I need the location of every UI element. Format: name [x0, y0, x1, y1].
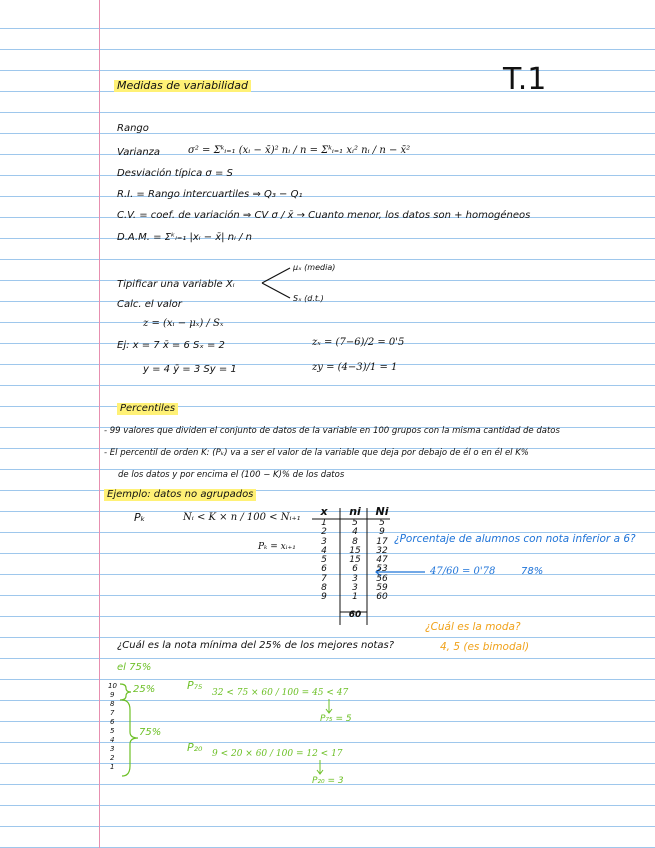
axis-label: 8: [110, 700, 115, 708]
p75-calc: 32 < 75 × 60 / 100 = 45 < 47: [212, 688, 349, 698]
table-cell: 7: [321, 573, 327, 584]
percentil-def-2: - El percentil de orden K: (Pₖ) va a ser el valor de la variable que deja por debajo de él o en él el K%: [104, 448, 529, 458]
tipificar-text: Tipificar una variable Xᵢ: [117, 279, 235, 290]
calc-text: Calc. el valor: [117, 299, 182, 310]
table-cell: 15: [349, 545, 361, 556]
table-cell: 8: [321, 583, 327, 594]
column-Ni-header: Ni: [375, 505, 389, 518]
pk-result: Pₖ = xᵢ₊₁: [258, 542, 296, 552]
el-75-label: el 75%: [117, 662, 152, 673]
axis-label: 5: [110, 727, 115, 735]
table-cell: 6: [352, 564, 358, 575]
table-cell: 1: [321, 518, 327, 528]
rango-label: Rango: [117, 123, 149, 134]
table-cell: 60: [376, 592, 388, 603]
column-x: [312, 505, 336, 603]
page-tag: T.1: [503, 62, 547, 97]
table-cell: 15: [349, 555, 361, 566]
axis-label: 1: [110, 763, 115, 771]
table-cell: 6: [321, 564, 327, 575]
mu-label: μₓ (media): [293, 263, 336, 272]
p20-label: P₂₀: [187, 741, 203, 754]
column-x-header: x: [320, 505, 328, 518]
orange-answer: 4, 5 (es bimodal): [440, 641, 530, 653]
varianza-label: Varianza: [117, 147, 161, 158]
table-cell: 32: [376, 545, 388, 556]
table-cell: 2: [321, 527, 327, 538]
varianza-formula: σ² = Σᵏᵢ₌₁ (xᵢ − x̄)² nᵢ / n = Σᵏᵢ₌₁ xᵢ² nᵢ / n − x̄²: [188, 145, 411, 156]
p20-calc: 9 < 20 × 60 / 100 = 12 < 17: [212, 749, 343, 759]
column-Ni: [370, 505, 394, 603]
axis-label: 7: [110, 709, 115, 717]
ejemplo-line-2: y = 4 ȳ = 3 Sy = 1: [143, 364, 237, 375]
nota-minima-question: ¿Cuál es la nota mínima del 25% de los mejores notas?: [117, 640, 394, 651]
table-cell: 4: [321, 545, 327, 556]
p75-label: P₇₅: [187, 679, 203, 692]
percentil-def-3: de los datos y por encima el (100 − K)% de los datos: [118, 470, 345, 480]
dam-formula: D.A.M. = Σᵏᵢ₌₁ |xᵢ − x̄| nᵢ / n: [117, 232, 252, 243]
page-title: Medidas de variabilidad: [114, 80, 251, 92]
ejemplo-result-1: zₓ = (7−6)/2 = 0'5: [312, 337, 405, 348]
sx-label: Sₓ (d.t.): [293, 294, 324, 303]
table-cell: 3: [321, 536, 327, 547]
axis-label: 3: [110, 745, 115, 753]
table-cell: 5: [352, 518, 358, 528]
table-cell: 1: [352, 592, 358, 603]
rango-intercuartiles: R.I. = Rango intercuartiles ⇒ Q₃ − Q₁: [117, 189, 303, 200]
table-cell: 59: [376, 583, 388, 594]
p75-result: P₇₅ = 5: [320, 714, 352, 724]
table-total: 60: [348, 609, 362, 620]
desviacion-tipica: Desviación típica σ = S: [117, 168, 233, 179]
p20-result: P₂₀ = 3: [312, 776, 344, 786]
percentiles-heading: Percentiles: [117, 403, 178, 415]
table-cell: 56: [376, 573, 388, 584]
table-cell: 9: [379, 527, 385, 538]
table-cell: 8: [352, 536, 358, 547]
coef-variacion: C.V. = coef. de variación ⇒ CV σ / x̄ → Cuanto menor, los datos son + homogéneos: [117, 210, 531, 221]
blue-question: ¿Porcentaje de alumnos con nota inferior a 6?: [394, 533, 636, 545]
table-cell: 53: [376, 564, 388, 575]
table-cell: 17: [376, 536, 388, 547]
percentil-def-1: - 99 valores que dividen el conjunto de datos de la variable en 100 grupos con la misma cantidad de datos: [104, 426, 560, 436]
column-ni-header: ni: [349, 505, 361, 518]
ejemplo-line-1: Ej: x = 7 x̄ = 6 Sₓ = 2: [117, 340, 225, 351]
axis-label: 10: [108, 682, 117, 690]
table-cell: 4: [352, 527, 358, 538]
pct-75-label: 75%: [139, 727, 162, 738]
table-cell: 3: [352, 583, 358, 594]
pk-label: Pₖ: [134, 511, 146, 524]
axis-label: 6: [110, 718, 115, 726]
axis-label: 4: [110, 736, 115, 744]
blue-calc: 47/60 = 0'78: [430, 566, 496, 577]
orange-question: ¿Cuál es la moda?: [425, 621, 521, 633]
table-cell: 5: [379, 518, 385, 528]
axis-label: 2: [110, 754, 115, 762]
pct-25-label: 25%: [133, 684, 156, 695]
table-cell: 9: [321, 592, 327, 603]
table-cell: 47: [376, 555, 388, 566]
ejemplo-result-2: zy = (4−3)/1 = 1: [312, 362, 398, 373]
table-cell: 3: [352, 573, 358, 584]
axis-label: 9: [110, 691, 115, 699]
column-ni: [342, 505, 368, 620]
table-cell: 5: [321, 555, 327, 566]
blue-answer: 78%: [521, 566, 544, 577]
z-formula: z = (xᵢ − μₓ) / Sₓ: [143, 318, 224, 329]
ni-formula: Nᵢ < K × n / 100 < Nᵢ₊₁: [183, 512, 301, 523]
ejemplo-heading: Ejemplo: datos no agrupados: [104, 489, 256, 501]
